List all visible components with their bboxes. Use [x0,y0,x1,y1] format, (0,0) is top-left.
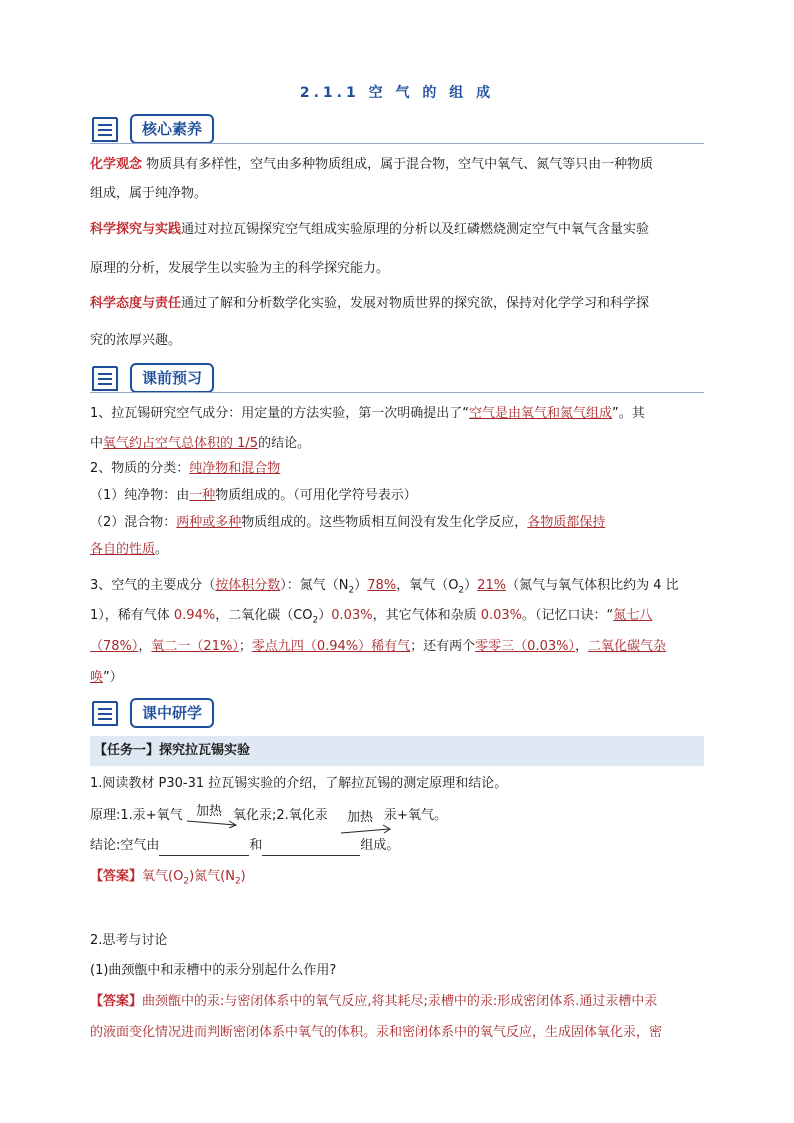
preview-line-2 [90,434,704,454]
core-line-6: 究的浓厚兴趣。 [90,333,182,348]
text: 结论:空气由 [90,838,160,853]
section-label-preview: 课前预习 [130,363,214,393]
answer-line-2 [90,992,704,1012]
blank [262,841,360,856]
text: 中 [90,436,104,451]
answer: 氧气约占空气总体积的 1/5 [103,436,259,451]
answer: 氧二一（21%） [151,639,239,654]
preview-line-9 [90,637,704,657]
text: 。 [155,542,169,557]
answer-label: 【答案】 [90,994,143,1009]
task-banner [90,736,704,766]
text: 组成。 [360,838,400,853]
text: （1）纯净物：由 [90,488,190,503]
subscript: 2 [458,585,465,596]
text: 1、拉瓦锡研究空气成分：用定量的方法实验，第一次明确提出了“ [90,406,470,421]
section-label-core: 核心素养 [130,114,214,144]
answer: 78% [367,578,397,593]
core-text-3: 通过对拉瓦锡探究空气组成实验原理的分析以及红磷燃烧测定空气中氧气含量实验 [181,222,650,237]
answer: 零点九四（0.94%）稀有气 [251,639,411,654]
text: ”） [103,670,123,685]
core-label-1: 化学观念 [90,157,143,172]
answer: 唤 [90,670,104,685]
core-text-1: 物质具有多样性，空气由多种物质组成，属于混合物，空气中氧气、氮气等只由一种物质 [146,157,654,172]
principle-line [90,806,704,826]
text: 。（记忆口诀：“ [522,608,614,623]
reaction-arrow-icon [340,824,392,836]
answer: 空气是由氧气和氮气组成 [469,406,613,421]
core-line-3 [90,220,704,240]
text: 氧化汞;2.氧化汞 [232,808,328,823]
text: ，氧气（O [396,578,459,593]
text: 3、空气的主要成分（ [90,578,216,593]
answer: 零零三（0.03%） [475,639,575,654]
answer: 二氧化碳气杂 [588,639,667,654]
answer: 按体积分数 [215,578,281,593]
text: ） [464,578,478,593]
subscript: 2 [183,876,190,887]
core-line-2: 组成，属于纯净物。 [90,186,208,201]
list-icon [90,363,120,393]
list-icon [90,698,120,728]
answer: （78%） [90,639,139,654]
answer-line-1 [90,867,704,892]
conclusion-line [90,836,704,856]
preview-line-10 [90,668,704,688]
preview-line-8 [90,606,704,631]
text: ） [318,608,332,623]
text: ）：氮气（N [280,578,349,593]
text: ， [574,639,588,654]
text: （氮气与氧气体积比约为 4 比 [506,578,679,593]
section-divider [90,143,704,144]
preview-line-1 [90,404,704,424]
task-title: 【任务一】探究拉瓦锡实验 [94,743,251,758]
text: 1），稀有气体 [90,608,174,623]
text: ，二氧化碳（CO [215,608,313,623]
preview-line-4 [90,486,704,506]
heat-condition-2: 加热 [347,810,374,825]
answer: 的液面变化情况进而判断密闭体系中氧气的体积。汞和密闭体系中的氧气反应，生成固体氧化汞，密 [90,1025,663,1040]
text: ”。其 [612,406,645,421]
text: 原理:1.汞+氧气 [90,808,183,823]
answer: 一种 [189,488,216,503]
answer: 0.03% [331,608,373,623]
preview-line-3 [90,459,704,479]
text: 和 [249,838,263,853]
list-icon [90,114,120,144]
core-line-5 [90,294,704,314]
preview-line-6 [90,540,704,560]
study-question-2: 2.思考与讨论 [90,933,168,948]
text: ， [138,639,152,654]
answer: 0.94% [173,608,216,623]
core-line-1 [90,155,704,175]
reaction-arrow-icon [186,818,238,828]
preview-line-7 [90,576,704,601]
answer: 氧气(O [142,869,184,884]
core-label-5: 科学态度与责任 [90,296,182,311]
core-label-3: 科学探究与实践 [90,222,182,237]
text: ，其它气体和杂质 [372,608,481,623]
subscript: 2 [348,585,355,596]
answer: ) [240,869,246,884]
answer: )氮气(N [189,869,235,884]
core-text-5: 通过了解和分析数学化实验，发展对物质世界的探究欲，保持对化学学习和科学探 [181,296,650,311]
text: ） [354,578,368,593]
blank [159,841,249,856]
answer: 两种或多种 [176,515,242,530]
section-divider [90,392,704,393]
answer: 21% [477,578,507,593]
answer-label: 【答案】 [90,869,143,884]
text: ； [238,639,252,654]
page-title: 2.1.1 空 气 的 组 成 [299,85,495,101]
core-line-4: 原理的分析，发展学生以实验为主的科学探究能力。 [90,261,390,276]
answer: 纯净物和混合物 [189,461,281,476]
text: ；还有两个 [410,639,476,654]
section-label-study: 课中研学 [130,698,214,728]
subscript: 2 [234,876,241,887]
text: 物质组成的。（可用化学符号表示） [215,488,417,503]
study-question-1: 1.阅读教材 P30-31 拉瓦锡实验的介绍，了解拉瓦锡的测定原理和结论。 [90,776,508,791]
heat-condition-1: 加热 [196,804,223,819]
answer: 曲颈甑中的汞:与密闭体系中的氧气反应,将其耗尽;汞槽中的汞:形成密闭体系.通过汞槽中汞 [142,994,658,1009]
answer: 氮七八 [613,608,653,623]
answer: 各物质都保持 [527,515,606,530]
text: （2）混合物： [90,515,177,530]
text: 的结论。 [258,436,311,451]
text: 物质组成的。这些物质相互间没有发生化学反应， [241,515,528,530]
subscript: 2 [312,615,319,626]
preview-line-5 [90,513,704,533]
answer: 0.03% [480,608,523,623]
text: 汞+氧气。 [384,808,447,823]
study-question-2-1: (1)曲颈甑中和汞槽中的汞分别起什么作用? [90,963,337,978]
answer-line-3 [90,1023,704,1043]
answer: 各自的性质 [90,542,156,557]
text: 2、物质的分类： [90,461,190,476]
